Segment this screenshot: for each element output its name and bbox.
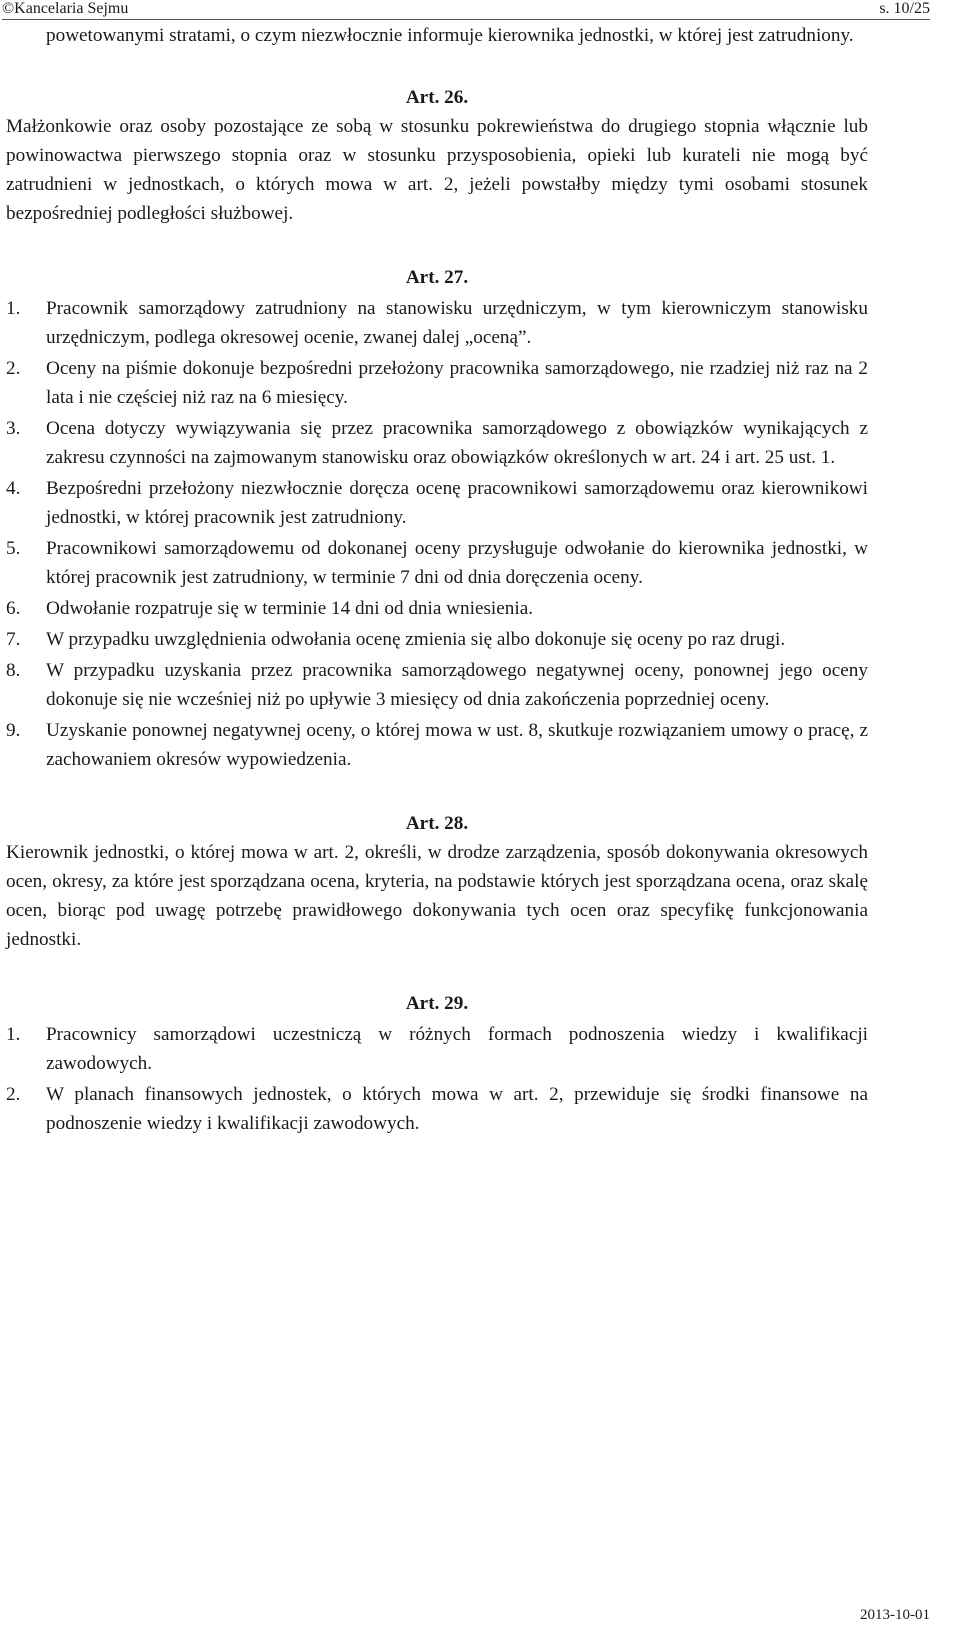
item-number: 2. — [6, 358, 21, 379]
page-header — [0, 0, 960, 22]
art-27-item-6 — [6, 594, 868, 623]
item-text: W przypadku uzyskania przez pracownika samorządowego negatywnej oceny, ponownej jego oceny dokonuje się nie wcześniej niż po upływie 3 miesięcy od dnia zakończenia poprzedniej oceny. — [46, 660, 868, 710]
page-footer — [860, 1607, 930, 1624]
item-number: 1. — [6, 298, 21, 319]
art-28-heading: Art. 28. — [405, 813, 469, 834]
item-number: 2. — [6, 1084, 21, 1105]
art-29-heading: Art. 29. — [405, 993, 469, 1014]
item-text: Oceny na piśmie dokonuje bezpośredni przełożony pracownika samorządowego, nie rzadziej niż raz na 2 lata i nie częściej niż raz na 6 miesięcy. — [46, 358, 868, 408]
page-number: s. 10/25 — [879, 0, 930, 17]
art-27-item-2 — [6, 354, 868, 412]
item-text: W planach finansowych jednostek, o których mowa w art. 2, przewiduje się środki finansowe na podnoszenie wiedzy i kwalifikacji zawodowych. — [46, 1084, 868, 1134]
art-29-item-1 — [6, 1020, 868, 1078]
document-date: 2013-10-01 — [860, 1607, 930, 1623]
art-29-items — [6, 1020, 868, 1138]
art-27-item-3 — [6, 414, 868, 472]
art-27-item-1 — [6, 294, 868, 352]
art-27-item-4 — [6, 474, 868, 532]
item-text: Bezpośredni przełożony niezwłocznie doręcza ocenę pracownikowi samorządowemu oraz kierownikowi jednostki, w której pracownik jest zatrudniony. — [46, 478, 868, 528]
item-number: 4. — [6, 478, 21, 499]
item-number: 7. — [6, 629, 21, 650]
item-number: 8. — [6, 660, 21, 681]
document-body — [6, 21, 868, 1138]
art-27-items — [6, 294, 868, 774]
art-27-item-9 — [6, 716, 868, 774]
art-26-heading: Art. 26. — [405, 87, 469, 108]
item-text: Pracownicy samorządowi uczestniczą w różnych formach podnoszenia wiedzy i kwalifikacji zawodowych. — [46, 1024, 868, 1074]
art-27-item-7 — [6, 625, 868, 654]
item-text: W przypadku uwzględnienia odwołania ocenę zmienia się albo dokonuje się oceny po raz drugi. — [46, 629, 786, 650]
art-29-item-2 — [6, 1080, 868, 1138]
art-27-item-8 — [6, 656, 868, 714]
item-text: Uzyskanie ponownej negatywnej oceny, o której mowa w ust. 8, skutkuje rozwiązaniem umowy o pracę, z zachowaniem okresów wypowiedzenia. — [46, 720, 868, 770]
item-text: Odwołanie rozpatruje się w terminie 14 dni od dnia wniesienia. — [46, 598, 534, 619]
item-number: 5. — [6, 538, 21, 559]
item-number: 1. — [6, 1024, 21, 1045]
art-27-heading: Art. 27. — [405, 267, 469, 288]
item-number: 6. — [6, 598, 21, 619]
art-27-item-5 — [6, 534, 868, 592]
art-26-text: Małżonkowie oraz osoby pozostające ze sobą w stosunku pokrewieństwa do drugiego stopnia włącznie lub powinowactwa pierwszego stopnia oraz w stosunku przysposobienia, opieki lub kurateli nie mogą być zatrudnieni w jednostkach, o których mowa w art. 2, jeżeli powstałby między tymi osobami stosunek bezpośredniej podległości służbowej. — [6, 116, 868, 224]
copyright-notice: ©Kancelaria Sejmu — [2, 0, 129, 17]
item-text: Pracownikowi samorządowemu od dokonanej oceny przysługuje odwołanie do kierownika jednostki, w której pracownik jest zatrudniony, w terminie 7 dni od dnia doręczenia oceny. — [46, 538, 868, 588]
header-rule — [2, 19, 930, 20]
item-number: 9. — [6, 720, 21, 741]
art-28-text: Kierownik jednostki, o której mowa w art. 2, określi, w drodze zarządzenia, sposób dokonywania okresowych ocen, okresy, za które jest sporządzana ocena, kryteria, na podstawie których jest sporządzana ocena, oraz skalę ocen, biorąc pod uwagę potrzebę prawidłowego dokonywania tych ocen oraz specyfikę funkcjonowania jednostki. — [6, 842, 868, 950]
item-text: Ocena dotyczy wywiązywania się przez pracownika samorządowego z obowiązków wynikających z zakresu czynności na zajmowanym stanowisku oraz obowiązków określonych w art. 24 i art. 25 ust. 1. — [46, 418, 868, 468]
carryover-paragraph: powetowanymi stratami, o czym niezwłocznie informuje kierownika jednostki, w której jest zatrudniony. — [46, 25, 854, 46]
item-text: Pracownik samorządowy zatrudniony na stanowisku urzędniczym, w tym kierowniczym stanowisku urzędniczym, podlega okresowej ocenie, zwanej dalej „oceną”. — [46, 298, 868, 348]
item-number: 3. — [6, 418, 21, 439]
